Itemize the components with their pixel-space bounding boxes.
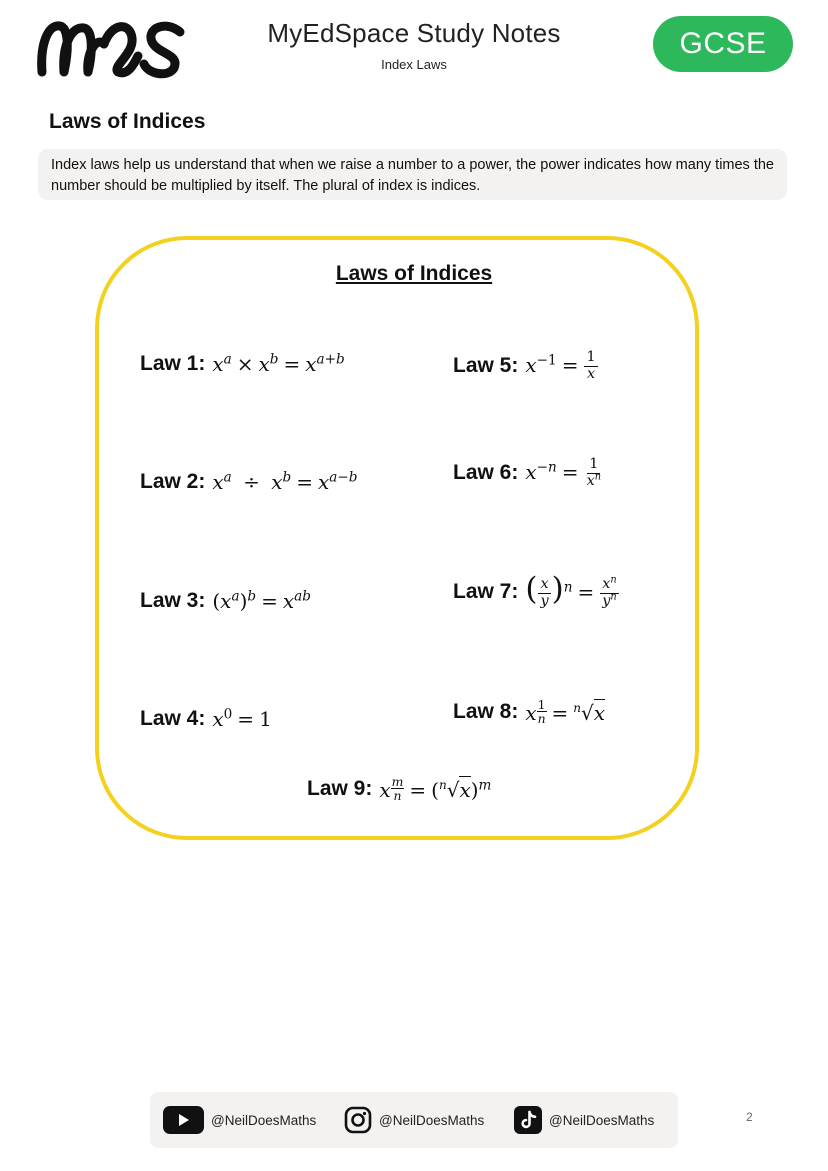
laws-panel-title: Laws of Indices: [335, 262, 493, 285]
instagram-handle: @NeilDoesMaths: [379, 1112, 485, 1128]
law-formula: x $\frac{1}{n}$ = $^n$√x: [525, 697, 606, 727]
law-3: [140, 589, 311, 613]
page-number: 2: [746, 1110, 753, 1124]
law-label: Law 1:: [140, 352, 206, 375]
law-6: [453, 457, 604, 490]
law-1: [140, 352, 345, 376]
law-5: [453, 350, 599, 383]
law-8: [453, 698, 605, 725]
tiktok-handle: @NeilDoesMaths: [549, 1112, 655, 1128]
youtube-link[interactable]: [163, 1106, 316, 1134]
instagram-icon: [344, 1106, 372, 1134]
law-formula: ( $\frac{x}{y}$ )$^n$ = $\frac{x^n}{y^n}$: [525, 571, 617, 609]
instagram-link[interactable]: [344, 1106, 484, 1134]
law-formula: x $\frac{m}{n}$ = $(^n√x)^m$: [379, 774, 492, 804]
law-label: Law 4:: [140, 707, 206, 730]
law-9: [307, 775, 491, 802]
tiktok-link[interactable]: [514, 1106, 654, 1134]
law-formula: $(x^a)^b = x^{ab}$: [212, 588, 311, 613]
laws-panel: [95, 236, 699, 840]
law-formula: $x^a \times x^b = x^{a+b}$: [212, 351, 345, 376]
law-label: Law 2:: [140, 470, 206, 493]
youtube-handle: @NeilDoesMaths: [211, 1112, 317, 1128]
law-formula: $x^{-n}$ = $\frac{1}{x^n}$: [525, 456, 601, 489]
law-formula: $x^0 = 1$: [212, 706, 272, 731]
youtube-icon: [163, 1106, 204, 1134]
law-2: [140, 470, 357, 494]
law-4: [140, 707, 272, 731]
law-7: [453, 571, 620, 610]
header-title: MyEdSpace Study Notes: [267, 18, 561, 48]
tiktok-icon: [514, 1106, 542, 1134]
intro-text: Index laws help us understand that when we raise a number to a power, the power indicates how many times the number should be multiplied by itself. The plural of index is indices.: [51, 157, 774, 194]
law-label: Law 5:: [453, 354, 519, 378]
law-formula: $x^{-1}$ = $\frac{1}{x}$: [525, 349, 596, 382]
law-label: Law 7:: [453, 579, 519, 603]
header-subtitle: Index Laws: [381, 57, 447, 72]
intro-box: [38, 149, 787, 200]
law-label: Law 3:: [140, 589, 206, 612]
law-label: Law 8:: [453, 699, 519, 723]
law-formula: $x^a \div x^b = x^{a-b}$: [212, 469, 358, 494]
law-label: Law 6:: [453, 461, 519, 485]
law-label: Law 9:: [307, 776, 373, 800]
gcse-badge: GCSE: [653, 16, 793, 72]
section-heading: Laws of Indices: [49, 110, 206, 133]
